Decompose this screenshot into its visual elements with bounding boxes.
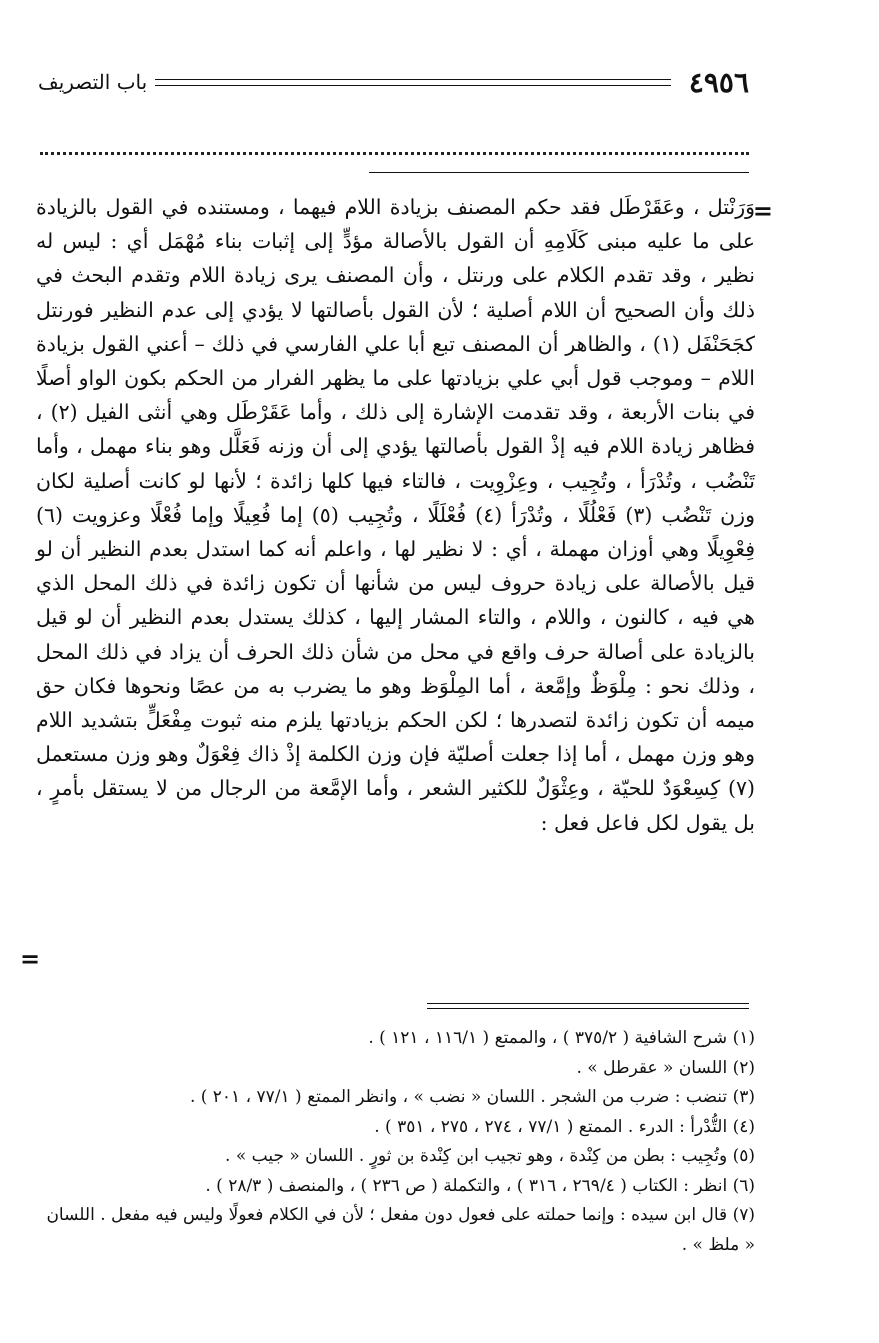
header-double-rule [155,79,671,86]
footnote-1: (١) شرح الشافية ( ٣٧٥/٢ ) ، والممتع ( ١١٦/١ ، ١٢١ ) . [368,1028,755,1048]
footnotes [38,1024,755,1260]
main-text [36,190,755,840]
running-header [38,62,749,102]
chapter-title: باب التصريف [38,70,148,94]
page-number: ٤٩٥٦ [688,65,749,99]
footnote-3: (٣) تنضب : ضرب من الشجر . اللسان « نضب » ، وانظر الممتع ( ٧٧/١ ، ٢٠١ ) . [189,1087,755,1107]
continuation-mark-start: = [752,196,773,225]
footnote-5: (٥) وتُجِيب : بطن من كِنْدة ، وهو تجيب ابن كِنْدة بن ثورٍ . اللسان « جيب » . [225,1146,755,1166]
footnote-6: (٦) انظر : الكتاب ( ٢٦٩/٤ ، ٣١٦ ) ، والتكملة ( ص ٢٣٦ ) ، والمنصف ( ٢٨/٣ ) . [205,1175,755,1196]
footnote-7: (٧) قال ابن سيده : وإنما حملته على فعول دون مفعل ؛ لأن في الكلام فعولًا وليس فيه مفعل . اللسان « ملظ » . [46,1205,755,1255]
dotted-separator [40,134,749,155]
continuation-mark-end: = [20,944,41,973]
footnote-2: (٢) اللسان « عقرطل » . [576,1057,755,1078]
section-rule [369,172,749,173]
body-paragraph: وَرَنْتل ، وعَقَرْطَل فقد حكم المصنف بزيادة اللام فيهما ، ومستنده في القول بالزيادة على ما عليه مبنى كَلَامِهِ أن القول بالأصالة مؤدٍّ إلى إثبات بناء مُهْمَل أي : ليس له نظير ، وقد تقدم الكلام على ورنتل ، وأن المصنف يرى زيادة اللام وتقدم البحث في ذلك وأن الصحيح أن اللام أصلية ؛ لأن القول بأصالتها لا يؤدي إلى عدم النظير فورنتل كجَحَنْفَل (١) ، والظاهر أن المصنف تبع أبا علي الفارسي في ذلك – أعني القول بزيادة اللام – وموجب قول أبي علي بزيادتها على ما يظهر الفرار من الحكم بكون الواو أصلًا في بنات الأربعة ، وقد تقدمت الإشارة إلى ذلك ، وأما عَقَرْطَل وهي أنثى الفيل (٢) ، فظاهر زيادة اللام فيه إذْ القول بأصالتها يؤدي إلى أن وزنه فَعَلَّل وهو بناء مهمل ، وأما تَنْضُب ، وتُدْرَأ ، وتُجِيب ، وعِزْوِيت ، فالتاء فيها كلها زائدة ؛ لأنها لو كانت أصلية لكان وزن تَنْضُب (٣) فَعْلُلًا ، وتُدْرَأ (٤) فُعْلَلًا ، وتُجِيب (٥) إما فُعِيلًا وإما فُعْلًا وعزويت (٦) فِعْوِيلًا وهي أوزان مهملة ، أي : لا نظير لها ، واعلم أنه كما استدل بعدم النظير أن لو قيل بالأصالة على زيادة حروف ليس من شأنها أن تكون زائدة في ذلك المحل الذي هي فيه ، كالنون ، واللام ، والتاء المشار إليها ، كذلك يستدل بعدم النظير أن لو قيل بالزيادة على أصالة حرف واقع في محل من شأن ذلك الحرف أن يزاد في ذلك المحل ، وذلك نحو : مِلْوَظٌ وإمَّعة ، أما المِلْوَظ وهو ما يضرب به من عصًا ونحوها فكان حق ميمه أن تكون زائدة لتصدرها ؛ لكن الحكم بزيادتها يلزم منه ثبوت مِفْعَلٍّ بتشديد اللام وهو وزن مهمل ، أما إذا جعلت أصليّة فإن وزن الكلمة إذْ ذاك فِعْوَلٌ وهو وزن مستعمل (٧) كِسِعْوَدٌ للحيّة ، وعِثْوَلٌ للكثير الشعر ، وأما الإمَّعة من الرجال من لا يستقل بأمرٍ ، بل يقول لكل فاعل فعل : [36,195,755,835]
footnote-4: (٤) التُّدْرأ : الدرء . الممتع ( ٧٧/١ ، ٢٧٤ ، ٢٧٥ ، ٣٥١ ) . [374,1116,755,1137]
footnote-separator [427,1003,749,1009]
